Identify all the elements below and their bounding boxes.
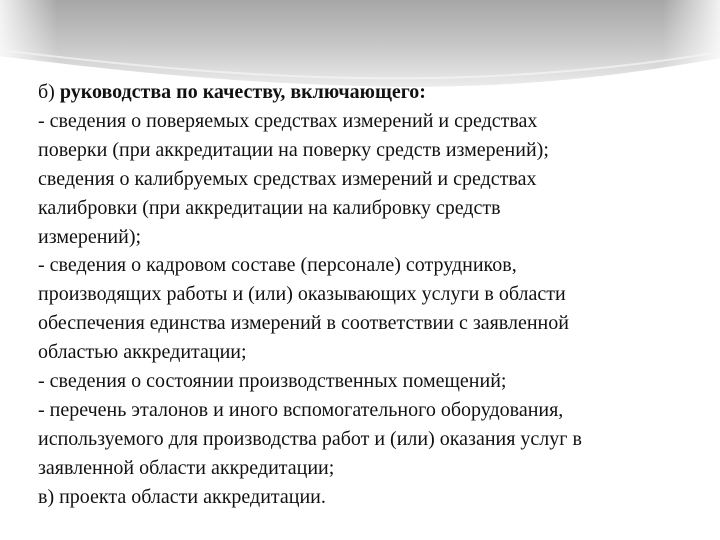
text-line: калибровки (при аккредитации на калибровку средств [38,196,501,219]
text-line: измерений); [38,225,142,248]
text-line: - сведения о кадровом составе (персонале) сотрудников, [38,254,517,277]
text-line: сведения о калибруемых средствах измерений и средствах [38,167,537,190]
intro-prefix: б) [38,81,60,103]
text-line: обеспечения единства измерений в соответствии с заявленной [38,312,569,335]
text-line: используемого для производства работ и (или) оказания услуг в [38,427,582,450]
intro-bold-heading: руководства по качеству, включающего: [59,81,426,103]
text-line: заявленной области аккредитации; [38,456,335,479]
text-line: - перечень эталонов и иного вспомогательного оборудования, [38,398,564,421]
text-line: в) проекта области аккредитации. [38,485,326,508]
text-line: - сведения о состоянии производственных помещений; [38,370,507,393]
intro-line [38,78,708,107]
text-line: областью аккредитации; [38,341,247,364]
text-line: поверки (при аккредитации на поверку средств измерений); [38,138,549,161]
document-text [38,78,708,512]
text-line: - сведения о поверяемых средствах измерений и средствах [38,109,538,132]
text-line: производящих работы и (или) оказывающих услуги в области [38,283,566,306]
banner-fade [0,0,720,87]
